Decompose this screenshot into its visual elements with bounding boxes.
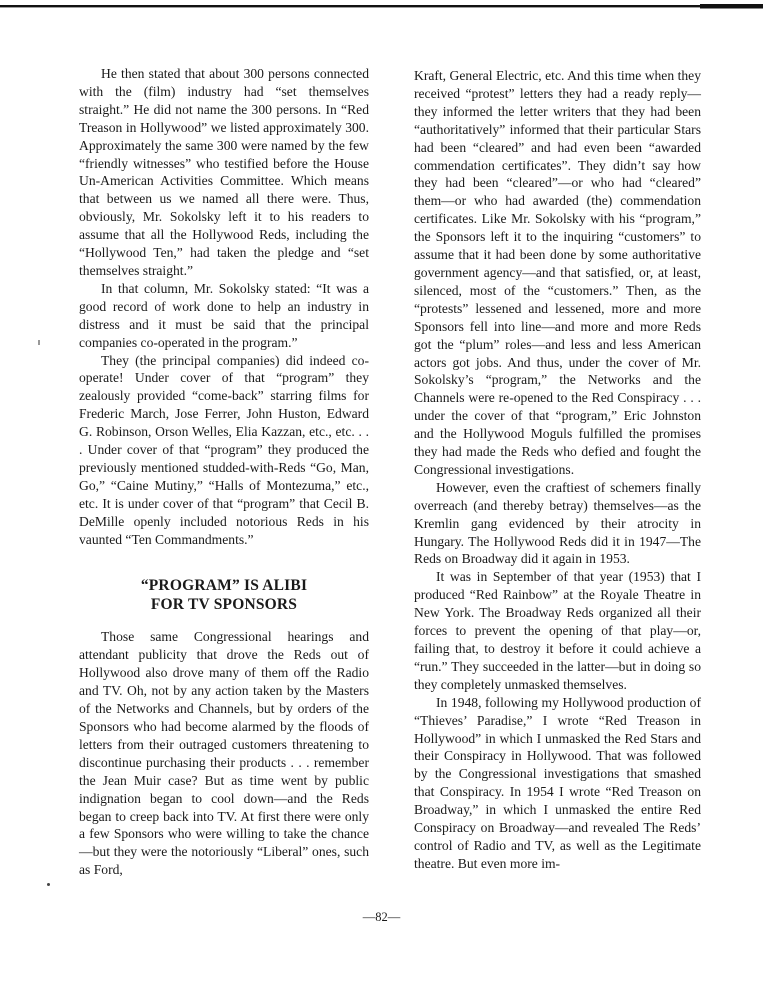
paragraph-column-quote: In that column, Mr. Sokolsky stated: “It was a good record of work done to help an industry in distress and it must be said that the principal companies co-operated in the program.” bbox=[79, 280, 369, 350]
page-top-rule bbox=[0, 2, 763, 10]
section-heading-line-2: FOR TV SPONSORS bbox=[150, 596, 298, 614]
left-column bbox=[79, 65, 369, 879]
page-number: —82— bbox=[362, 910, 401, 924]
paragraph-schemers-overreach: However, even the craftiest of schemers finally overreach (and thereby betray) themselves—as the Kremlin gang evidenced by their atrocity in Hungary. The Hollywood Reds did it in 1947—The Reds on Broadway did it again in 1953. bbox=[414, 479, 701, 567]
paragraph-sokolsky-statement: He then stated that about 300 persons connected with the (film) industry had “set themselves straight.” He did not name the 300 persons. In “Red Treason in Hollywood” we listed approximately 300. Approximately the same 300 were named by the few “friendly witnesses” who testified before the House Un-American Activities Committee. Which means that between us we named all there were. Thus, obviously, Mr. Sokolsky left it to his readers to assume that all the Hollywood Reds, including the “Hollywood Ten,” had taken the pledge and “set themselves straight.” bbox=[79, 66, 369, 278]
paragraph-red-treason-books: In 1948, following my Hollywood production of “Thieves’ Paradise,” I wrote “Red Treason in Hollywood” in which I unmasked the Red Stars and their Conspiracy in Hollywood. That was followed by the Congressional investigations that smashed that Conspiracy. In 1954 I wrote “Red Treason on Broadway,” in which I unmasked the entire Red Conspiracy on Broadway—and revealed The Reds’ control of Radio and TV, as well as the Legitimate theatre. But even more im- bbox=[414, 694, 701, 871]
paragraph-continued-sponsors: Kraft, General Electric, etc. And this time when they received “protest” letters they had a ready reply—they informed the letter writers that they had been “authoritatively” informed that their particular Stars had been “cleared” and had even been “awarded commendation certificates”. They didn’t say how they had been “cleared”—or who had “cleared” them—or who had awarded (the) commendation certificates. Like Mr. Sokolsky with his “program,” the Sponsors left it to the inquiring “customers” to assume that it had been done by some authoritative government agency—and that satisfied, or, at least, silenced, most of the “customers.” Then, as the “protests” lessened and lessened, more and more Sponsors fell into line—and more and more Reds got the “plum” roles—and less and less American actors got jobs. And thus, under the cover of Mr. Sokolsky’s “program,” the Networks and the Channels were re-opened to the Red Conspiracy . . . under the cover of that “program,” Eric Johnston and the Hollywood Moguls fulfilled the promises they had made the Reds who defied and fought the Congressional investigations. bbox=[414, 68, 701, 477]
paragraph-red-rainbow: It was in September of that year (1953) that I produced “Red Rainbow” at the Royale Theatre in New York. The Broadway Reds organized all their forces to prevent the opening of that play—or, failing that, to destroy it before it could achieve a “run.” They succeeded in the latter—but in doing so they completely unmasked themselves. bbox=[414, 569, 701, 692]
scan-speck bbox=[38, 340, 40, 345]
right-column bbox=[414, 67, 701, 873]
scan-speck bbox=[47, 883, 50, 886]
paragraph-companies-cooperate: They (the principal companies) did indeed co-operate! Under cover of that “program” they zealously provided “come-back” starring films for Frederic March, Jose Ferrer, John Huston, Edward G. Robinson, Orson Welles, Elia Kazzan, etc., etc. . . . Under cover of that “program” they produced the previously mentioned studded-with-Reds “Go, Man, Go,” “Caine Mutiny,” “Halls of Montezuma,” etc., etc. It is under cover of that “program” that Cecil B. DeMille openly included notorious Reds in his vaunted “Ten Commandments.” bbox=[79, 352, 369, 547]
section-heading-line-1: “PROGRAM” IS ALIBI bbox=[140, 577, 308, 595]
paragraph-tv-sponsors: Those same Congressional hearings and attendant publicity that drove the Reds out of Hollywood also drove many of them off the Radio and TV. Oh, not by any action taken by the Masters of the Networks and Channels, but by orders of the Sponsors who had become alarmed by the floods of letters from their outraged customers threatening to discontinue purchasing their products . . . remember the Jean Muir case? But as time went by public indignation began to cool down—and the Reds began to creep back into TV. At first there were only a few Sponsors who were willing to take the chance—but they were the notoriously “Liberal” ones, such as Ford, bbox=[79, 629, 369, 878]
section-heading bbox=[79, 576, 369, 614]
